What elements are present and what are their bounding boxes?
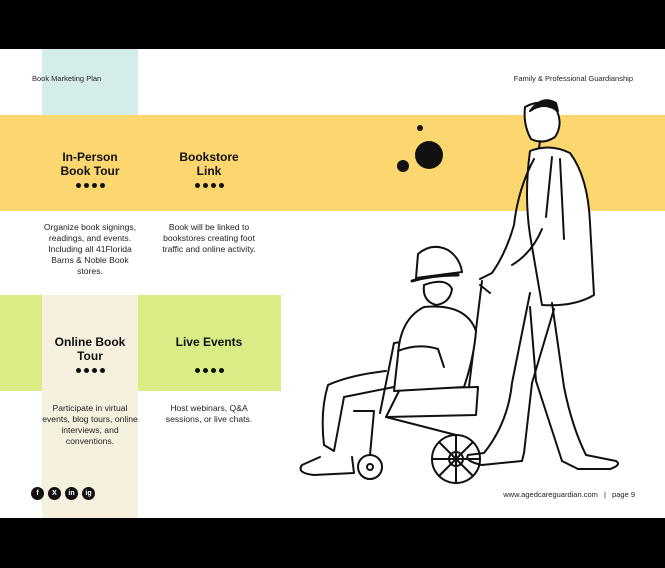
dots-in-person xyxy=(56,183,124,188)
dots-live xyxy=(170,368,248,373)
card-title-online: Online Book Tour xyxy=(54,335,126,363)
social-icons xyxy=(31,487,95,500)
header-left: Book Marketing Plan xyxy=(32,74,102,83)
x-icon[interactable]: X xyxy=(48,487,61,500)
card-desc-online: Participate in virtual events, blog tours, online interviews, and conventions. xyxy=(42,403,138,446)
green-band-left xyxy=(0,295,42,391)
page-number: page 9 xyxy=(612,490,635,499)
wheelchair-illustration xyxy=(290,89,650,499)
card-title-live: Live Events xyxy=(175,335,243,349)
linkedin-icon[interactable]: in xyxy=(65,487,78,500)
facebook-icon[interactable]: f xyxy=(31,487,44,500)
card-title-in-person: In-Person Book Tour xyxy=(60,150,120,178)
card-desc-in-person: Organize book signings, readings, and events. Including all 41Florida Barns & Noble Book stores. xyxy=(43,222,137,276)
dots-online xyxy=(48,368,132,373)
card-desc-bookstore: Book will be linked to bookstores creating foot traffic and online activity. xyxy=(162,222,256,254)
footer xyxy=(503,490,635,499)
card-title-bookstore: Bookstore Link xyxy=(179,150,239,178)
instagram-icon[interactable]: ig xyxy=(82,487,95,500)
dots-bookstore xyxy=(170,183,248,188)
header-right: Family & Professional Guardianship xyxy=(513,74,633,83)
page xyxy=(0,49,665,518)
footer-url[interactable]: www.agedcareguardian.com xyxy=(503,490,598,499)
footer-separator: | xyxy=(604,490,606,499)
card-desc-live: Host webinars, Q&A sessions, or live chats. xyxy=(165,403,253,424)
